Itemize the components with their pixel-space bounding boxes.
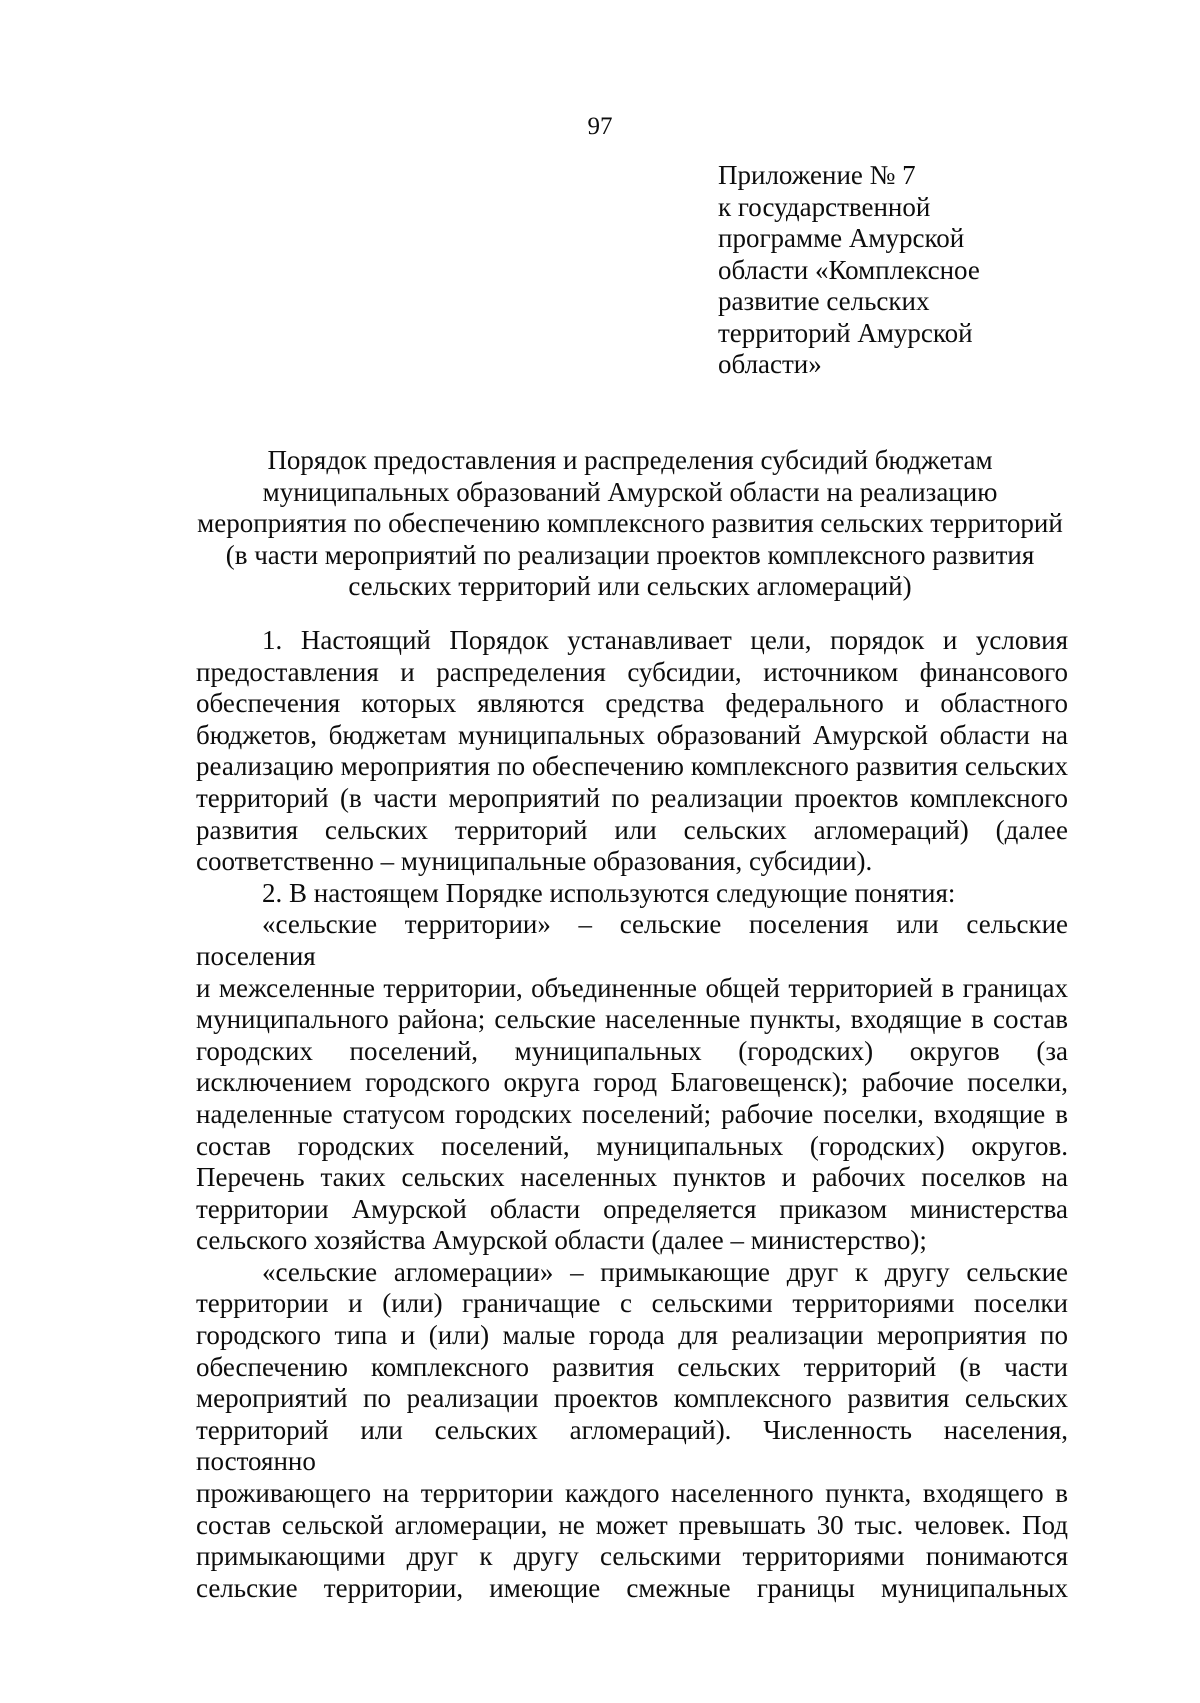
definition-rural-agglomerations xyxy=(196,1257,1068,1605)
text-line: состав городских поселений, муниципальных (городских) округов. xyxy=(196,1130,1068,1161)
page-number: 97 xyxy=(587,113,613,140)
text-line: 2. В настоящем Порядке используются следующие понятия: xyxy=(262,877,956,908)
text-line: Перечень таких сельских населенных пунктов и рабочих поселков на xyxy=(196,1162,1068,1193)
text-line: проживающего на территории каждого населенного пункта, входящего в xyxy=(196,1478,1068,1509)
appendix-line: развитие сельских xyxy=(718,286,930,316)
text-line: и межселенные территории, объединенные общей территорией в границах xyxy=(196,972,1068,1003)
appendix-line: области» xyxy=(718,349,822,379)
paragraph-1 xyxy=(196,625,1068,878)
title-line: мероприятия по обеспечению комплексного развития сельских территорий xyxy=(197,508,1063,538)
text-line: мероприятий по реализации проектов комплексного развития сельских xyxy=(196,1383,1068,1414)
title-line: Порядок предоставления и распределения субсидий бюджетам xyxy=(267,445,993,475)
text-line: территорий или сельских агломераций). Численность населения, постоянно xyxy=(196,1414,1068,1477)
definition-rural-territories xyxy=(196,909,1068,1257)
text-line: обеспечению комплексного развития сельских территорий (в части xyxy=(196,1351,1068,1382)
text-line: предоставления и распределения субсидии, источником финансового xyxy=(196,656,1068,687)
title-line: сельских территорий или сельских агломераций) xyxy=(348,571,912,601)
appendix-line: территорий Амурской xyxy=(718,317,973,348)
appendix-line: программе Амурской xyxy=(718,223,965,253)
text-line: «сельские территории» – сельские поселения или сельские поселения xyxy=(196,909,1068,971)
text-line: территории и (или) граничащие с сельскими территориями поселки xyxy=(196,1288,1068,1319)
text-line: реализацию мероприятия по обеспечению комплексного развития сельских xyxy=(196,751,1068,782)
document-body xyxy=(196,625,1068,1604)
text-line: территории Амурской области определяется приказом министерства xyxy=(196,1193,1068,1224)
text-line: 1. Настоящий Порядок устанавливает цели, порядок и условия xyxy=(262,625,1068,655)
appendix-line: к государственной xyxy=(718,191,931,222)
appendix-note xyxy=(718,160,1018,381)
text-line: территорий (в части мероприятий по реализации проектов комплексного xyxy=(196,782,1068,813)
text-line: городских поселений, муниципальных (городских) округов (за xyxy=(196,1035,1068,1066)
text-line: развития сельских территорий или сельских агломераций) (далее xyxy=(196,814,1068,845)
text-line: бюджетов, бюджетам муниципальных образований Амурской области на xyxy=(196,719,1068,750)
text-line: муниципального района; сельские населенные пункты, входящие в состав xyxy=(196,1004,1068,1035)
title-line: муниципальных образований Амурской области на реализацию xyxy=(262,476,998,507)
text-line: примыкающими друг к другу сельскими территориями понимаются xyxy=(196,1541,1068,1572)
text-line: соответственно – муниципальные образования, субсидии). xyxy=(196,846,873,877)
paragraph-2 xyxy=(196,878,1068,910)
text-line: «сельские агломерации» – примыкающие друг к другу сельские xyxy=(262,1256,1068,1287)
text-line: сельские территории, имеющие смежные границы муниципальных xyxy=(196,1572,1068,1603)
appendix-line: Приложение № 7 xyxy=(718,160,916,190)
title-line: (в части мероприятий по реализации проектов комплексного развития xyxy=(225,539,1035,570)
text-line: сельского хозяйства Амурской области (далее – министерство); xyxy=(196,1225,927,1256)
text-line: городского типа и (или) малые города для реализации мероприятия по xyxy=(196,1320,1068,1351)
document-title xyxy=(180,445,1080,603)
text-line: обеспечения которых являются средства федерального и областного xyxy=(196,688,1068,719)
appendix-line: области «Комплексное xyxy=(718,254,980,285)
text-line: состав сельской агломерации, не может превышать 30 тыс. человек. Под xyxy=(196,1509,1068,1540)
text-line: наделенные статусом городских поселений; рабочие поселки, входящие в xyxy=(196,1098,1068,1129)
text-line: исключением городского округа город Благовещенск); рабочие поселки, xyxy=(196,1067,1068,1098)
